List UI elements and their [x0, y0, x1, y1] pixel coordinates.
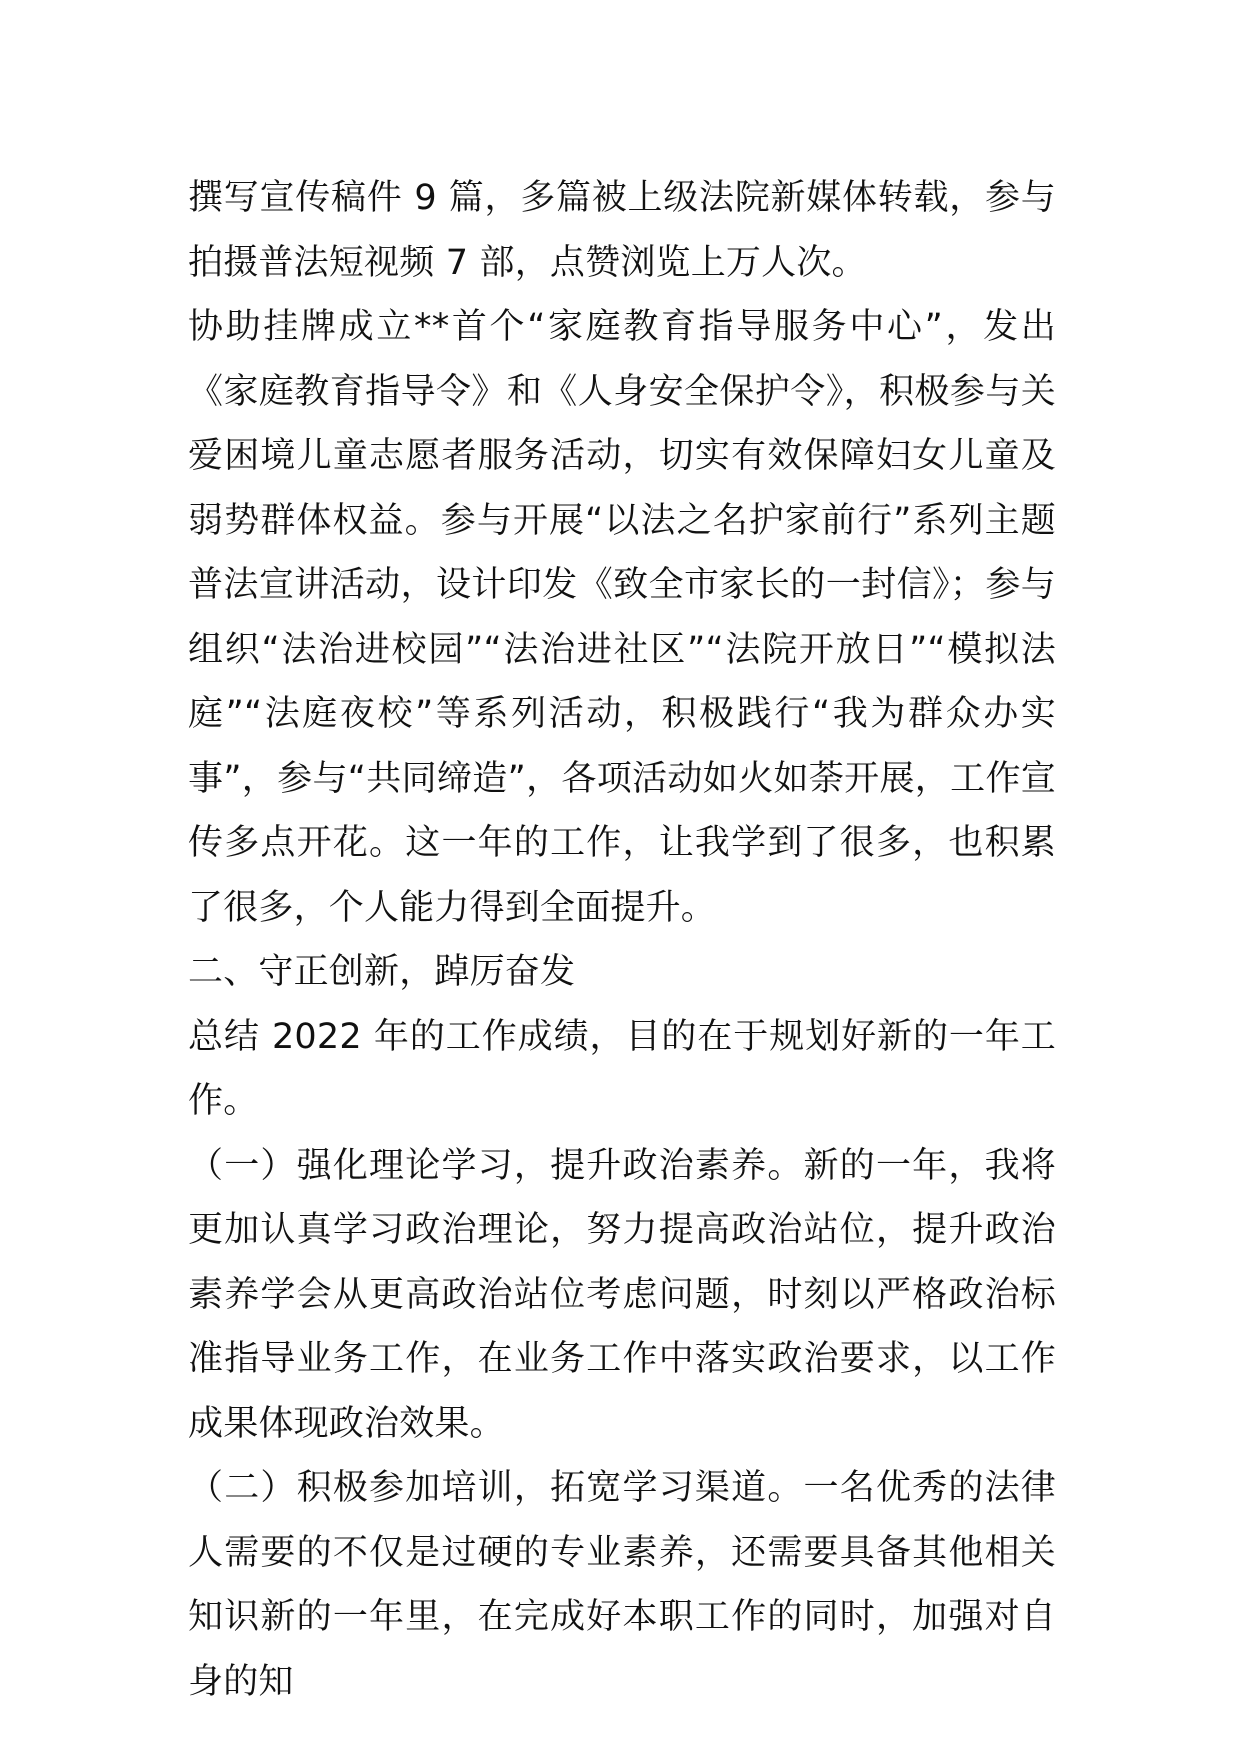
- paragraph-summary: 总结 2022 年的工作成绩，目的在于规划好新的一年工作。: [188, 1016, 1056, 1121]
- paragraph-training: （二）积极参加培训，拓宽学习渠道。一名优秀的法律人需要的不仅是过硬的专业素养，还需要具备其他相关知识新的一年里，在完成好本职工作的同时，加强对自身的知: [188, 1468, 1056, 1702]
- document-body: [188, 166, 1056, 1714]
- paragraph-family-education: 协助挂牌成立**首个“家庭教育指导服务中心”，发出《家庭教育指导令》和《人身安全保护令》，积极参与关爱困境儿童志愿者服务活动，切实有效保障妇女儿童及弱势群体权益。参与开展“以法之名护家前行”系列主题普法宣讲活动，设计印发《致全市家长的一封信》；参与组织“法治进校园”“法治进社区”“法院开放日”“模拟法庭”“法庭夜校”等系列活动，积极践行“我为群众办实事”，参与“共同缔造”，各项活动如火如荼开展，工作宣传多点开花。这一年的工作，让我学到了很多，也积累了很多，个人能力得到全面提升。: [188, 307, 1056, 928]
- section-heading: 二、守正创新，踔厉奋发: [188, 952, 576, 992]
- paragraph-theory-study: （一）强化理论学习，提升政治素养。新的一年，我将更加认真学习政治理论，努力提高政治站位，提升政治素养学会从更高政治站位考虑问题，时刻以严格政治标准指导业务工作，在业务工作中落实政治要求，以工作成果体现政治效果。: [188, 1145, 1056, 1444]
- paragraph-publicity-work: 撰写宣传稿件 9 篇，多篇被上级法院新媒体转载，参与拍摄普法短视频 7 部，点赞浏览上万人次。: [188, 178, 1056, 283]
